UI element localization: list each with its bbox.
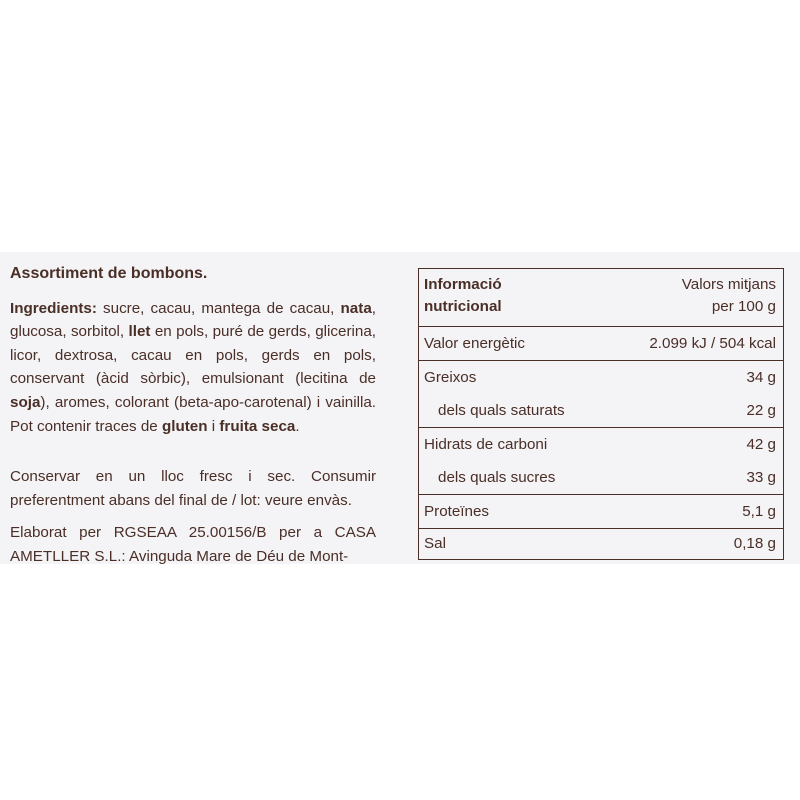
nutrient-label: Greixos xyxy=(424,369,477,386)
product-title: Assortiment de bombons. xyxy=(10,265,208,282)
nutrient-label: Hidrats de carboni xyxy=(424,436,548,453)
storage-instructions: Conservar en un lloc fresc i sec. Consumir preferentment abans del final de / lot: veure envàs. xyxy=(10,468,376,509)
ingredient-highlight: llet xyxy=(128,323,151,341)
nutrient-value: 33 g xyxy=(746,469,776,486)
nutrition-header-basis-line1: Valors mitjans xyxy=(681,276,776,293)
nutrition-header-title-line1: Informació xyxy=(424,276,502,293)
nutrient-value: 34 g xyxy=(746,369,776,386)
nutrition-header-basis xyxy=(682,274,776,318)
ingredient-highlight: Ingredients: xyxy=(10,299,97,317)
nutrient-label: Sal xyxy=(424,535,446,552)
nutrition-row-sugars xyxy=(419,461,783,494)
ingredient-text: . xyxy=(295,417,300,435)
nutrient-value: 5,1 g xyxy=(742,503,776,520)
ingredient-text: i xyxy=(207,417,220,435)
nutrient-value: 42 g xyxy=(746,436,776,453)
ingredient-text: sucre, cacau, mantega de cacau, xyxy=(96,299,341,317)
nutrition-table xyxy=(418,268,784,560)
product-description xyxy=(10,262,376,564)
nutrition-header-title xyxy=(424,274,502,318)
nutrient-label: dels quals sucres xyxy=(438,469,556,486)
nutrient-value: 22 g xyxy=(746,402,776,419)
nutrient-value: 0,18 g xyxy=(733,535,776,552)
nutrition-row-saturated xyxy=(419,394,783,427)
ingredient-text: ), aromes, colorant (beta-apo-carotenal) i vainilla. Pot contenir traces de xyxy=(10,393,376,435)
nutrient-label: dels quals saturats xyxy=(438,402,565,419)
nutrition-row-protein xyxy=(419,495,783,528)
ingredient-text: , glucosa, sorbitol, xyxy=(10,299,376,341)
product-label xyxy=(0,252,800,564)
ingredients-text xyxy=(10,297,376,439)
ingredient-highlight: nata xyxy=(340,299,372,317)
manufacturer-info: Elaborat per RGSEAA 25.00156/B per a CASA AMETLLER S.L.: Avinguda Mare de Déu de Mont- xyxy=(10,524,376,564)
nutrition-header xyxy=(419,269,783,326)
ingredient-highlight: gluten xyxy=(161,417,208,435)
ingredient-highlight: fruita seca xyxy=(219,417,296,435)
nutrition-header-basis-line2: per 100 g xyxy=(711,298,776,315)
nutrition-header-title-line2: nutricional xyxy=(424,298,502,315)
nutrition-row-carbs xyxy=(419,428,783,461)
ingredient-highlight: soja xyxy=(10,393,41,411)
nutrition-row-fat xyxy=(419,361,783,394)
nutrient-value: 2.099 kJ / 504 kcal xyxy=(649,335,776,352)
ingredient-text: en pols, puré de gerds, glicerina, licor, dextrosa, cacau en pols, gerds en pols, conservant (àcid sòrbic), emulsionant (lecitina de xyxy=(10,323,377,388)
nutrient-label: Valor energètic xyxy=(424,335,526,352)
nutrition-row-energy xyxy=(419,327,783,360)
nutrition-row-salt xyxy=(419,529,783,559)
nutrient-label: Proteïnes xyxy=(424,503,490,520)
